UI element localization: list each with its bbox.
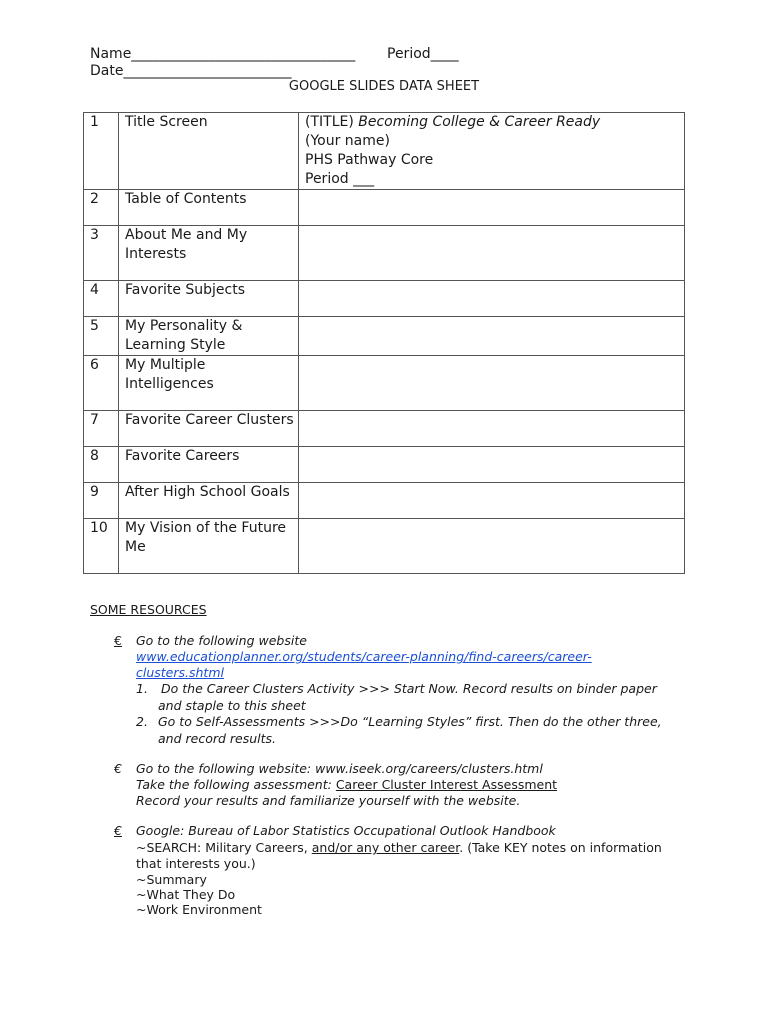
resource-3-what-they-do: ~What They Do: [136, 887, 236, 902]
career-cluster-assessment-link[interactable]: Career Cluster Interest Assessment: [335, 777, 558, 792]
table-row: [84, 483, 685, 519]
resource-2-line-2: [136, 777, 557, 793]
search-prefix: ~SEARCH: Military Careers,: [136, 840, 312, 855]
slide-number: 8: [84, 447, 119, 483]
table-row: [84, 411, 685, 447]
resource-2-line-1: Go to the following website: www.iseek.org/careers/clusters.html: [136, 761, 543, 776]
slide-name: Favorite Subjects: [119, 281, 299, 317]
slide-name: Title Screen: [119, 113, 299, 190]
slide-number: 3: [84, 226, 119, 281]
slides-table: [83, 112, 685, 574]
resource-bullet: [114, 633, 122, 649]
slide-number: 9: [84, 483, 119, 519]
resource-3-line-3: that interests you.): [136, 856, 256, 871]
slide-name: My Vision of the Future Me: [119, 519, 299, 574]
bullet-glyph: €: [114, 823, 122, 838]
detail-line: PHS Pathway Core: [305, 152, 434, 168]
slide-name: My Personality & Learning Style: [119, 317, 299, 356]
slide-detail: [299, 483, 685, 519]
table-row: [84, 356, 685, 411]
slide-name: Favorite Career Clusters: [119, 411, 299, 447]
slide-name: About Me and My Interests: [119, 226, 299, 281]
slide-detail: [299, 226, 685, 281]
assessment-prefix: Take the following assessment:: [136, 777, 336, 792]
slide-number: 4: [84, 281, 119, 317]
resource-3-line-1: Google: Bureau of Labor Statistics Occupational Outlook Handbook: [136, 823, 556, 838]
detail-line: Period ___: [305, 171, 375, 187]
slide-number: 5: [84, 317, 119, 356]
resource-2-line-3: Record your results and familiarize yourself with the website.: [136, 793, 521, 808]
slide-detail: [299, 356, 685, 411]
table-row: [84, 226, 685, 281]
table-row: [84, 519, 685, 574]
slide-name: Favorite Careers: [119, 447, 299, 483]
resource-1-item-2-continued: and record results.: [158, 731, 277, 746]
date-field-line: Date________________________: [90, 63, 292, 79]
slide-name: Table of Contents: [119, 190, 299, 226]
slide-number: 10: [84, 519, 119, 574]
period-field-line: Period____: [387, 46, 459, 62]
link-text: clusters.shtml: [136, 665, 224, 680]
sheet-title: GOOGLE SLIDES DATA SHEET: [288, 79, 480, 94]
resource-1-item-1: Do the Career Clusters Activity >>> Start Now. Record results on binder paper: [161, 681, 657, 696]
slide-detail: [299, 447, 685, 483]
slide-number: 2: [84, 190, 119, 226]
item-number: 1.: [136, 681, 148, 696]
bullet-glyph: €: [114, 633, 122, 648]
slide-detail: [299, 190, 685, 226]
resource-bullet: €: [114, 761, 122, 776]
slide-number: 7: [84, 411, 119, 447]
table-row: [84, 447, 685, 483]
title-prefix: (TITLE): [305, 114, 359, 130]
slide-detail: [299, 113, 685, 190]
resource-3-work-environment: ~Work Environment: [136, 902, 262, 917]
resource-1-item-2: Go to Self-Assessments >>>Do “Learning Styles” first. Then do the other three,: [158, 714, 662, 729]
table-row: [84, 317, 685, 356]
name-field-line: Name________________________________: [90, 46, 356, 62]
slide-detail: [299, 281, 685, 317]
presentation-title: Becoming College & Career Ready: [358, 114, 601, 130]
resource-3-line-2: [136, 840, 662, 856]
search-suffix: . (Take KEY notes on information: [459, 840, 662, 855]
link-text: www.educationplanner.org/students/career-planning/find-careers/career-: [136, 649, 592, 664]
education-planner-link-continued[interactable]: [136, 665, 224, 681]
slide-detail: [299, 411, 685, 447]
resource-1-item-1-continued: and staple to this sheet: [158, 698, 306, 713]
resources-heading: SOME RESOURCES: [90, 602, 207, 617]
education-planner-link[interactable]: [136, 649, 592, 665]
table-row: [84, 113, 685, 190]
table-row: [84, 281, 685, 317]
slide-name: After High School Goals: [119, 483, 299, 519]
slide-detail: [299, 317, 685, 356]
resource-3-summary: ~Summary: [136, 872, 207, 887]
table-row: [84, 190, 685, 226]
resource-1-intro: Go to the following website: [136, 633, 307, 648]
item-number: 2.: [136, 714, 148, 729]
slide-detail: [299, 519, 685, 574]
any-career-text: and/or any other career: [311, 840, 460, 855]
slide-name: My Multiple Intelligences: [119, 356, 299, 411]
resource-bullet: [114, 823, 122, 839]
slide-number: 1: [84, 113, 119, 190]
detail-line: (Your name): [305, 133, 390, 149]
slide-number: 6: [84, 356, 119, 411]
